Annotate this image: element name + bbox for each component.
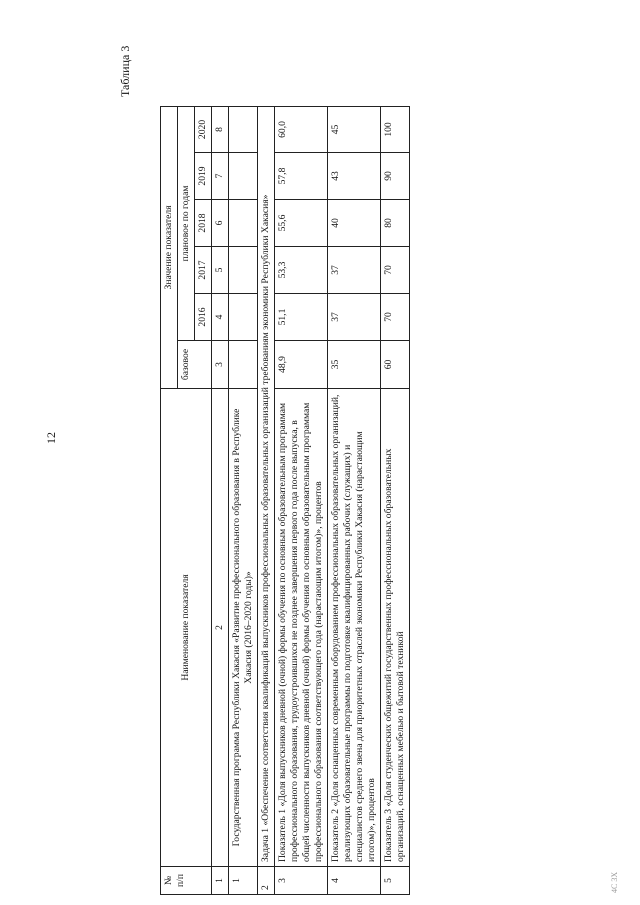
- table-caption: Таблица 3: [118, 45, 132, 97]
- indicator-name: Показатель 2 «Доля оснащенных современным оборудованием профессиональных образовательных организаций, реализующих образовательные программы по подготовке квалифицированных рабочих (служащих) и специалистов среднего звена для приоритетных отраслей экономики Республики Хакасия (нарастающим итогом)», процентов: [327, 389, 380, 867]
- column-index: 2: [211, 389, 228, 867]
- indicator-name: Показатель 3 «Доля студенческих общежитий государственных профессиональных образовательных организаций, оснащенных мебелью и бытовой техникой: [380, 389, 409, 867]
- table-row: [380, 106, 409, 894]
- indicator-table: [160, 106, 410, 895]
- indicator-name: Показатель 1 «Доля выпускников дневной (очной) формы обучения по основным образовательным программам профессионального образования, трудоустроившихся не позднее завершения первого года после выпуска, в общей численности выпускников дневной (очной) формы обучения по основным образовательным программам профессионального образования соответствующего года (нарастающим итогом)», процентов: [274, 389, 327, 867]
- column-index: 1: [211, 867, 228, 895]
- year-value: 70: [380, 294, 409, 341]
- year-value: 55,6: [274, 200, 327, 247]
- empty-cell: [228, 106, 257, 152]
- year-value: 40: [327, 200, 380, 247]
- empty-cell: [228, 341, 257, 389]
- year-value: 60,0: [274, 106, 327, 152]
- header-year: 2017: [194, 247, 211, 294]
- empty-cell: [228, 200, 257, 247]
- row-number: 4: [327, 867, 380, 895]
- column-index-row: [211, 106, 228, 894]
- empty-cell: [228, 153, 257, 200]
- header-year: 2018: [194, 200, 211, 247]
- header-year: 2016: [194, 294, 211, 341]
- year-value: 100: [380, 106, 409, 152]
- header-name: Наименование показателя: [161, 389, 212, 867]
- year-value: 43: [327, 153, 380, 200]
- scan-stamp: 4С 3Х: [610, 871, 619, 893]
- year-value: 51,1: [274, 294, 327, 341]
- column-index: 4: [211, 294, 228, 341]
- year-value: 90: [380, 153, 409, 200]
- row-number: 5: [380, 867, 409, 895]
- year-value: 70: [380, 247, 409, 294]
- year-value: 53,3: [274, 247, 327, 294]
- header-row-1: [161, 106, 178, 894]
- column-index: 8: [211, 106, 228, 152]
- program-name: Государственная программа Республики Хакасия «Развитие профессионального образования в Республике Хакасия (2016–2020 годы)»: [228, 389, 257, 867]
- column-index: 6: [211, 200, 228, 247]
- year-value: 37: [327, 247, 380, 294]
- row-number: 1: [228, 867, 257, 895]
- header-year: 2020: [194, 106, 211, 152]
- empty-cell: [228, 294, 257, 341]
- base-value: 60: [380, 341, 409, 389]
- page-number: 12: [44, 432, 58, 444]
- column-index: 7: [211, 153, 228, 200]
- header-year: 2019: [194, 153, 211, 200]
- header-base: базовое: [177, 341, 211, 389]
- empty-cell: [228, 247, 257, 294]
- base-value: 35: [327, 341, 380, 389]
- year-value: 45: [327, 106, 380, 152]
- column-index: 3: [211, 341, 228, 389]
- base-value: 48,9: [274, 341, 327, 389]
- year-value: 37: [327, 294, 380, 341]
- row-number: 2: [257, 867, 274, 895]
- table-row: [274, 106, 327, 894]
- task-row: [257, 106, 274, 894]
- year-value: 80: [380, 200, 409, 247]
- header-value: Значение показателя: [161, 106, 178, 388]
- task-description: Задача 1 «Обеспечение соответствия квалификаций выпускников профессиональных образовательных организаций требованиям экономики Республики Хакасия»: [257, 106, 274, 866]
- program-row: [228, 106, 257, 894]
- header-planned: плановое по годам: [177, 106, 194, 340]
- header-num: № п/п: [161, 867, 212, 895]
- column-index: 5: [211, 247, 228, 294]
- year-value: 57,8: [274, 153, 327, 200]
- table-row: [327, 106, 380, 894]
- row-number: 3: [274, 867, 327, 895]
